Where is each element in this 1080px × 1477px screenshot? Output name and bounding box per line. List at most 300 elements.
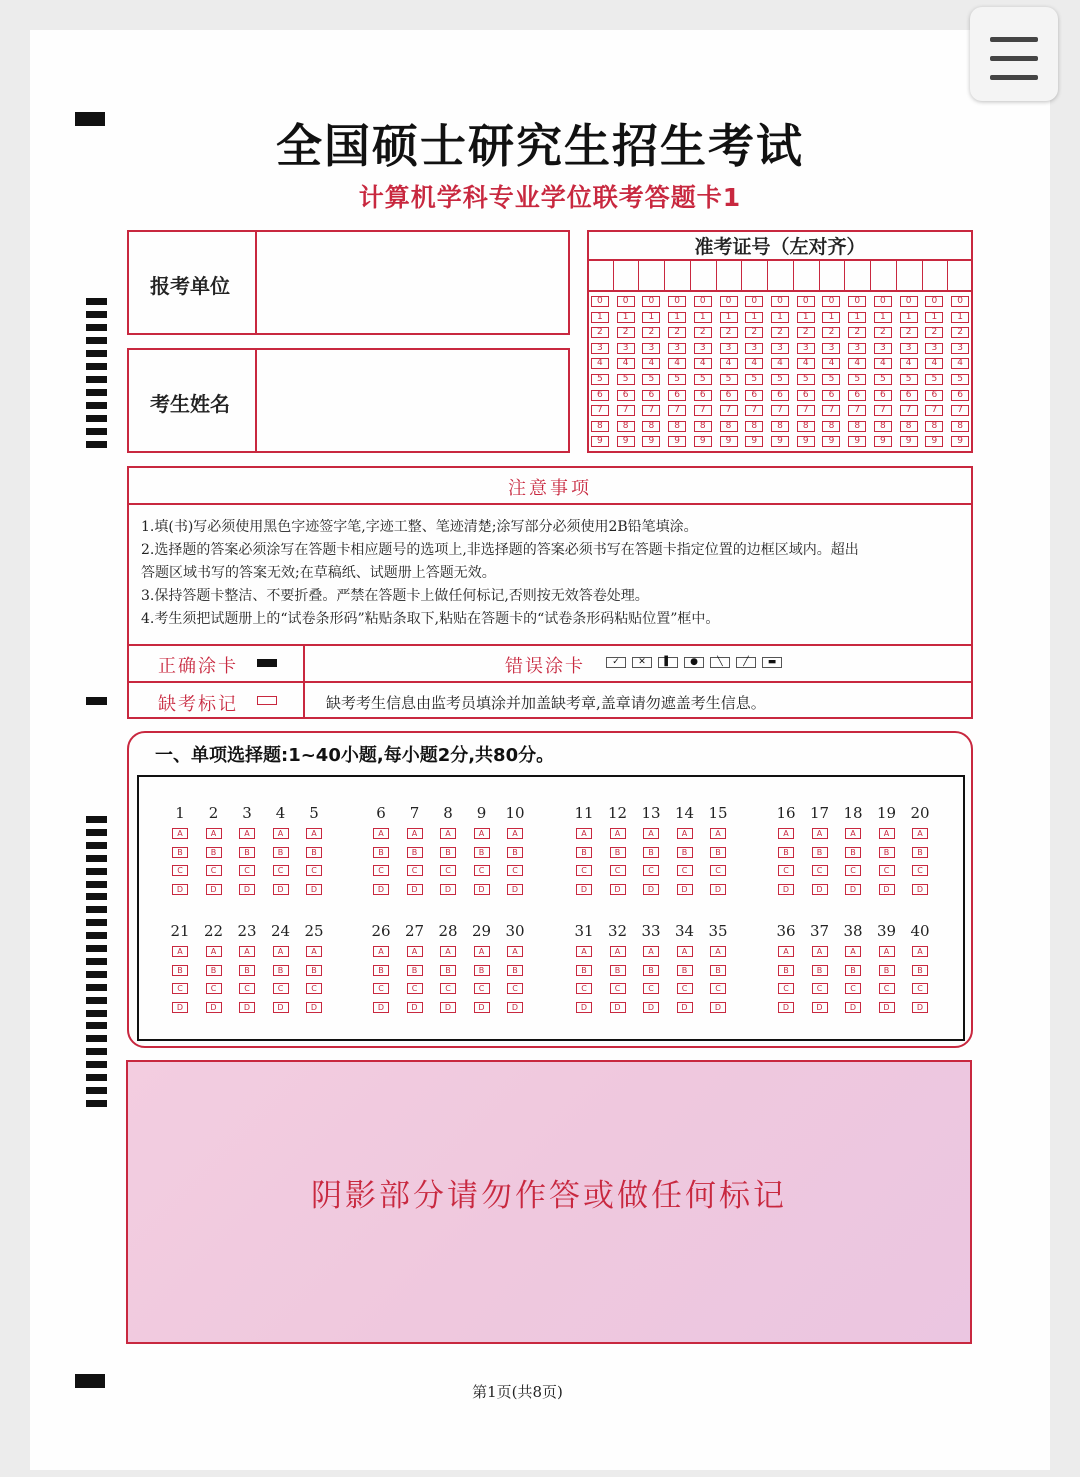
admission-digit-bubble[interactable]: 1 [822, 312, 840, 323]
admission-digit-bubble[interactable]: 3 [771, 343, 789, 354]
choice-option-bubble[interactable]: B [474, 965, 490, 976]
choice-option-bubble[interactable]: B [172, 965, 188, 976]
admission-digit-bubble[interactable]: 5 [771, 374, 789, 385]
admission-digit-bubble[interactable]: 3 [591, 343, 609, 354]
choice-option-bubble[interactable]: D [239, 884, 255, 895]
choice-option-bubble[interactable]: B [373, 847, 389, 858]
choice-option-bubble[interactable]: B [643, 847, 659, 858]
admission-digit-bubble[interactable]: 9 [668, 436, 686, 447]
choice-option-bubble[interactable]: A [812, 946, 828, 957]
choice-option-bubble[interactable]: D [576, 1002, 592, 1013]
choice-option-bubble[interactable]: C [273, 983, 289, 994]
admission-digit-bubble[interactable]: 0 [694, 296, 712, 307]
admission-digit-bubble[interactable]: 8 [617, 421, 635, 432]
choice-option-bubble[interactable]: B [273, 965, 289, 976]
admission-digit-bubble[interactable]: 7 [720, 405, 738, 416]
choice-option-bubble[interactable]: B [507, 965, 523, 976]
choice-option-bubble[interactable]: A [373, 828, 389, 839]
choice-option-bubble[interactable]: D [440, 1002, 456, 1013]
choice-option-bubble[interactable]: B [912, 847, 928, 858]
choice-option-bubble[interactable]: B [710, 965, 726, 976]
admission-digit-bubble[interactable]: 9 [951, 436, 969, 447]
admission-digit-bubble[interactable]: 9 [720, 436, 738, 447]
choice-option-bubble[interactable]: C [778, 865, 794, 876]
choice-option-bubble[interactable]: A [643, 828, 659, 839]
choice-option-bubble[interactable]: D [576, 884, 592, 895]
admission-digit-bubble[interactable]: 3 [668, 343, 686, 354]
admission-digit-bubble[interactable]: 0 [797, 296, 815, 307]
choice-option-bubble[interactable]: A [306, 946, 322, 957]
choice-option-bubble[interactable]: B [912, 965, 928, 976]
choice-option-bubble[interactable]: D [912, 1002, 928, 1013]
admission-digit-bubble[interactable]: 6 [822, 390, 840, 401]
choice-option-bubble[interactable]: A [474, 946, 490, 957]
choice-option-bubble[interactable]: D [306, 1002, 322, 1013]
admission-digit-bubble[interactable]: 9 [617, 436, 635, 447]
admission-digit-bubble[interactable]: 2 [951, 327, 969, 338]
choice-option-bubble[interactable]: C [576, 983, 592, 994]
choice-option-bubble[interactable]: D [845, 1002, 861, 1013]
choice-option-bubble[interactable]: A [677, 946, 693, 957]
choice-option-bubble[interactable]: A [273, 946, 289, 957]
admission-digit-bubble[interactable]: 4 [848, 358, 866, 369]
admission-digit-bubble[interactable]: 4 [925, 358, 943, 369]
choice-option-bubble[interactable]: A [610, 946, 626, 957]
choice-option-bubble[interactable]: C [239, 983, 255, 994]
choice-option-bubble[interactable]: A [440, 946, 456, 957]
choice-option-bubble[interactable]: C [710, 865, 726, 876]
admission-digit-bubble[interactable]: 8 [745, 421, 763, 432]
admission-digit-bubble[interactable]: 2 [617, 327, 635, 338]
admission-digit-input[interactable] [794, 261, 818, 289]
choice-option-bubble[interactable]: B [474, 847, 490, 858]
admission-digit-bubble[interactable]: 9 [925, 436, 943, 447]
admission-digit-bubble[interactable]: 4 [822, 358, 840, 369]
admission-digit-bubble[interactable]: 8 [771, 421, 789, 432]
choice-option-bubble[interactable]: A [845, 828, 861, 839]
choice-option-bubble[interactable]: D [206, 884, 222, 895]
choice-option-bubble[interactable]: D [239, 1002, 255, 1013]
admission-digit-bubble[interactable]: 7 [900, 405, 918, 416]
admission-digit-bubble[interactable]: 8 [900, 421, 918, 432]
admission-digit-bubble[interactable]: 1 [874, 312, 892, 323]
admission-digit-bubble[interactable]: 1 [797, 312, 815, 323]
choice-option-bubble[interactable]: A [440, 828, 456, 839]
choice-option-bubble[interactable]: A [507, 828, 523, 839]
admission-digit-bubble[interactable]: 8 [951, 421, 969, 432]
choice-option-bubble[interactable]: D [206, 1002, 222, 1013]
admission-digit-bubble[interactable]: 1 [848, 312, 866, 323]
admission-digit-bubble[interactable]: 3 [617, 343, 635, 354]
admission-digit-input[interactable] [639, 261, 663, 289]
admission-digit-bubble[interactable]: 5 [797, 374, 815, 385]
admission-digit-bubble[interactable]: 3 [900, 343, 918, 354]
choice-option-bubble[interactable]: B [440, 847, 456, 858]
admission-digit-bubble[interactable]: 9 [797, 436, 815, 447]
admission-digit-bubble[interactable]: 0 [771, 296, 789, 307]
choice-option-bubble[interactable]: D [306, 884, 322, 895]
choice-option-bubble[interactable]: B [576, 965, 592, 976]
choice-option-bubble[interactable]: A [576, 828, 592, 839]
choice-option-bubble[interactable]: D [710, 884, 726, 895]
admission-digit-bubble[interactable]: 7 [848, 405, 866, 416]
choice-option-bubble[interactable]: A [306, 828, 322, 839]
choice-option-bubble[interactable]: A [643, 946, 659, 957]
choice-option-bubble[interactable]: B [306, 847, 322, 858]
choice-option-bubble[interactable]: D [172, 884, 188, 895]
admission-digit-bubble[interactable]: 2 [874, 327, 892, 338]
admission-digit-bubble[interactable]: 6 [591, 390, 609, 401]
choice-option-bubble[interactable]: A [407, 828, 423, 839]
admission-digit-input[interactable] [820, 261, 844, 289]
admission-digit-bubble[interactable]: 0 [591, 296, 609, 307]
choice-option-bubble[interactable]: C [507, 983, 523, 994]
admission-digit-bubble[interactable]: 1 [694, 312, 712, 323]
choice-option-bubble[interactable]: D [778, 884, 794, 895]
choice-option-bubble[interactable]: C [474, 865, 490, 876]
admission-digit-bubble[interactable]: 3 [951, 343, 969, 354]
choice-option-bubble[interactable]: A [172, 828, 188, 839]
choice-option-bubble[interactable]: A [710, 946, 726, 957]
admission-digit-bubble[interactable]: 1 [900, 312, 918, 323]
choice-option-bubble[interactable]: A [677, 828, 693, 839]
choice-option-bubble[interactable]: C [306, 865, 322, 876]
choice-option-bubble[interactable]: B [879, 965, 895, 976]
admission-digit-bubble[interactable]: 5 [951, 374, 969, 385]
choice-option-bubble[interactable]: D [507, 1002, 523, 1013]
choice-option-bubble[interactable]: B [845, 847, 861, 858]
admission-digit-bubble[interactable]: 8 [720, 421, 738, 432]
admission-digit-bubble[interactable]: 9 [745, 436, 763, 447]
admission-digit-bubble[interactable]: 5 [848, 374, 866, 385]
admission-digit-bubble[interactable]: 2 [925, 327, 943, 338]
choice-option-bubble[interactable]: B [677, 965, 693, 976]
choice-option-bubble[interactable]: B [845, 965, 861, 976]
choice-option-bubble[interactable]: A [778, 828, 794, 839]
admission-digit-bubble[interactable]: 1 [668, 312, 686, 323]
admission-digit-bubble[interactable]: 3 [745, 343, 763, 354]
choice-option-bubble[interactable]: D [845, 884, 861, 895]
admission-digit-bubble[interactable]: 1 [720, 312, 738, 323]
choice-option-bubble[interactable]: C [407, 865, 423, 876]
admission-digit-bubble[interactable]: 5 [642, 374, 660, 385]
admission-digit-bubble[interactable]: 2 [771, 327, 789, 338]
admission-digit-input[interactable] [897, 261, 921, 289]
admission-digit-bubble[interactable]: 0 [874, 296, 892, 307]
choice-option-bubble[interactable]: C [440, 983, 456, 994]
admission-digit-bubble[interactable]: 6 [925, 390, 943, 401]
admission-digit-bubble[interactable]: 8 [591, 421, 609, 432]
choice-option-bubble[interactable]: D [474, 1002, 490, 1013]
admission-digit-bubble[interactable]: 3 [720, 343, 738, 354]
choice-option-bubble[interactable]: D [879, 884, 895, 895]
choice-option-bubble[interactable]: B [610, 965, 626, 976]
choice-option-bubble[interactable]: A [172, 946, 188, 957]
admission-digit-bubble[interactable]: 7 [617, 405, 635, 416]
admission-digit-bubble[interactable]: 5 [900, 374, 918, 385]
choice-option-bubble[interactable]: A [206, 828, 222, 839]
choice-option-bubble[interactable]: B [812, 847, 828, 858]
admission-digit-bubble[interactable]: 6 [848, 390, 866, 401]
choice-option-bubble[interactable]: D [610, 884, 626, 895]
choice-option-bubble[interactable]: A [239, 946, 255, 957]
choice-option-bubble[interactable]: C [710, 983, 726, 994]
choice-option-bubble[interactable]: D [643, 1002, 659, 1013]
admission-digit-bubble[interactable]: 3 [848, 343, 866, 354]
choice-option-bubble[interactable]: D [912, 884, 928, 895]
choice-option-bubble[interactable]: C [912, 983, 928, 994]
choice-option-bubble[interactable]: B [239, 965, 255, 976]
admission-digit-bubble[interactable]: 1 [591, 312, 609, 323]
choice-option-bubble[interactable]: C [845, 983, 861, 994]
choice-option-bubble[interactable]: D [172, 1002, 188, 1013]
choice-option-bubble[interactable]: A [845, 946, 861, 957]
admission-digit-bubble[interactable]: 3 [694, 343, 712, 354]
admission-digit-bubble[interactable]: 5 [822, 374, 840, 385]
choice-option-bubble[interactable]: B [239, 847, 255, 858]
admission-digit-bubble[interactable]: 2 [591, 327, 609, 338]
admission-digit-bubble[interactable]: 6 [771, 390, 789, 401]
choice-option-bubble[interactable]: D [677, 884, 693, 895]
admission-digit-input[interactable] [665, 261, 689, 289]
admission-digit-bubble[interactable]: 9 [591, 436, 609, 447]
admission-digit-bubble[interactable]: 7 [642, 405, 660, 416]
choice-option-bubble[interactable]: A [879, 828, 895, 839]
admission-digit-bubble[interactable]: 2 [694, 327, 712, 338]
choice-option-bubble[interactable]: D [273, 1002, 289, 1013]
name-field[interactable] [262, 354, 562, 446]
admission-digit-bubble[interactable]: 6 [900, 390, 918, 401]
choice-option-bubble[interactable]: B [610, 847, 626, 858]
admission-digit-bubble[interactable]: 4 [591, 358, 609, 369]
choice-option-bubble[interactable]: B [206, 847, 222, 858]
choice-option-bubble[interactable]: A [206, 946, 222, 957]
choice-option-bubble[interactable]: B [778, 965, 794, 976]
admission-digit-bubble[interactable]: 1 [745, 312, 763, 323]
admission-digit-bubble[interactable]: 5 [925, 374, 943, 385]
admission-digit-bubble[interactable]: 9 [694, 436, 712, 447]
choice-option-bubble[interactable]: D [373, 1002, 389, 1013]
choice-option-bubble[interactable]: B [440, 965, 456, 976]
choice-option-bubble[interactable]: D [407, 1002, 423, 1013]
choice-option-bubble[interactable]: A [474, 828, 490, 839]
admission-digit-bubble[interactable]: 2 [900, 327, 918, 338]
admission-digit-bubble[interactable]: 4 [720, 358, 738, 369]
choice-option-bubble[interactable]: C [507, 865, 523, 876]
admission-digit-bubble[interactable]: 6 [797, 390, 815, 401]
choice-option-bubble[interactable]: A [576, 946, 592, 957]
admission-digit-bubble[interactable]: 4 [668, 358, 686, 369]
choice-option-bubble[interactable]: A [507, 946, 523, 957]
choice-option-bubble[interactable]: A [239, 828, 255, 839]
choice-option-bubble[interactable]: D [778, 1002, 794, 1013]
admission-digit-input[interactable] [923, 261, 947, 289]
choice-option-bubble[interactable]: C [373, 983, 389, 994]
admission-digit-bubble[interactable]: 1 [771, 312, 789, 323]
admission-digit-bubble[interactable]: 2 [822, 327, 840, 338]
admission-digit-bubble[interactable]: 2 [720, 327, 738, 338]
admission-digit-bubble[interactable]: 8 [668, 421, 686, 432]
admission-digit-bubble[interactable]: 5 [720, 374, 738, 385]
admission-digit-bubble[interactable]: 2 [848, 327, 866, 338]
admission-digit-bubble[interactable]: 4 [642, 358, 660, 369]
admission-digit-bubble[interactable]: 0 [642, 296, 660, 307]
choice-option-bubble[interactable]: C [407, 983, 423, 994]
choice-option-bubble[interactable]: C [643, 983, 659, 994]
admission-digit-bubble[interactable]: 7 [694, 405, 712, 416]
choice-option-bubble[interactable]: B [407, 847, 423, 858]
choice-option-bubble[interactable]: B [812, 965, 828, 976]
admission-digit-bubble[interactable]: 4 [797, 358, 815, 369]
choice-option-bubble[interactable]: B [778, 847, 794, 858]
choice-option-bubble[interactable]: A [273, 828, 289, 839]
admission-digit-bubble[interactable]: 0 [900, 296, 918, 307]
unit-field[interactable] [262, 236, 562, 328]
choice-option-bubble[interactable]: C [610, 865, 626, 876]
admission-digit-bubble[interactable]: 1 [951, 312, 969, 323]
choice-option-bubble[interactable]: C [643, 865, 659, 876]
choice-option-bubble[interactable]: C [206, 983, 222, 994]
choice-option-bubble[interactable]: A [879, 946, 895, 957]
admission-digit-bubble[interactable]: 7 [822, 405, 840, 416]
choice-option-bubble[interactable]: C [812, 865, 828, 876]
admission-digit-input[interactable] [948, 261, 972, 289]
admission-digit-bubble[interactable]: 5 [591, 374, 609, 385]
admission-digit-bubble[interactable]: 2 [668, 327, 686, 338]
admission-digit-input[interactable] [717, 261, 741, 289]
admission-digit-bubble[interactable]: 5 [617, 374, 635, 385]
admission-digit-bubble[interactable]: 9 [848, 436, 866, 447]
admission-digit-bubble[interactable]: 6 [720, 390, 738, 401]
choice-option-bubble[interactable]: D [643, 884, 659, 895]
admission-digit-bubble[interactable]: 5 [668, 374, 686, 385]
admission-digit-bubble[interactable]: 2 [745, 327, 763, 338]
choice-option-bubble[interactable]: A [912, 946, 928, 957]
admission-digit-bubble[interactable]: 3 [925, 343, 943, 354]
admission-digit-bubble[interactable]: 7 [874, 405, 892, 416]
choice-option-bubble[interactable]: B [710, 847, 726, 858]
absent-mark-box[interactable] [257, 696, 277, 705]
admission-digit-bubble[interactable]: 5 [745, 374, 763, 385]
admission-digit-bubble[interactable]: 0 [951, 296, 969, 307]
choice-option-bubble[interactable]: D [610, 1002, 626, 1013]
admission-digit-bubble[interactable]: 4 [951, 358, 969, 369]
admission-digit-bubble[interactable]: 0 [617, 296, 635, 307]
choice-option-bubble[interactable]: C [879, 983, 895, 994]
choice-option-bubble[interactable]: B [507, 847, 523, 858]
choice-option-bubble[interactable]: C [610, 983, 626, 994]
admission-digit-bubble[interactable]: 7 [591, 405, 609, 416]
choice-option-bubble[interactable]: D [507, 884, 523, 895]
admission-digit-input[interactable] [871, 261, 895, 289]
admission-digit-bubble[interactable]: 4 [900, 358, 918, 369]
choice-option-bubble[interactable]: C [845, 865, 861, 876]
choice-option-bubble[interactable]: A [407, 946, 423, 957]
choice-option-bubble[interactable]: B [273, 847, 289, 858]
admission-digit-bubble[interactable]: 0 [668, 296, 686, 307]
admission-digit-bubble[interactable]: 8 [797, 421, 815, 432]
choice-option-bubble[interactable]: C [474, 983, 490, 994]
choice-option-bubble[interactable]: D [812, 1002, 828, 1013]
choice-option-bubble[interactable]: C [206, 865, 222, 876]
choice-option-bubble[interactable]: B [306, 965, 322, 976]
admission-digit-bubble[interactable]: 0 [822, 296, 840, 307]
admission-digit-bubble[interactable]: 9 [900, 436, 918, 447]
choice-option-bubble[interactable]: C [576, 865, 592, 876]
admission-digit-bubble[interactable]: 3 [797, 343, 815, 354]
admission-digit-bubble[interactable]: 4 [694, 358, 712, 369]
admission-digit-bubble[interactable]: 5 [694, 374, 712, 385]
admission-digit-bubble[interactable]: 0 [848, 296, 866, 307]
choice-option-bubble[interactable]: D [407, 884, 423, 895]
choice-option-bubble[interactable]: B [576, 847, 592, 858]
choice-option-bubble[interactable]: B [407, 965, 423, 976]
admission-digit-bubble[interactable]: 7 [745, 405, 763, 416]
choice-option-bubble[interactable]: C [912, 865, 928, 876]
admission-digit-bubble[interactable]: 7 [951, 405, 969, 416]
choice-option-bubble[interactable]: A [812, 828, 828, 839]
admission-digit-input[interactable] [614, 261, 638, 289]
choice-option-bubble[interactable]: C [172, 865, 188, 876]
admission-digit-bubble[interactable]: 8 [822, 421, 840, 432]
admission-digit-bubble[interactable]: 4 [771, 358, 789, 369]
admission-digit-bubble[interactable]: 3 [642, 343, 660, 354]
admission-digit-input[interactable] [588, 261, 612, 289]
choice-option-bubble[interactable]: C [677, 983, 693, 994]
choice-option-bubble[interactable]: B [172, 847, 188, 858]
choice-option-bubble[interactable]: C [172, 983, 188, 994]
admission-digit-bubble[interactable]: 6 [617, 390, 635, 401]
admission-digit-bubble[interactable]: 1 [925, 312, 943, 323]
admission-digit-bubble[interactable]: 2 [642, 327, 660, 338]
admission-digit-bubble[interactable]: 7 [668, 405, 686, 416]
menu-button[interactable] [970, 7, 1058, 101]
choice-option-bubble[interactable]: A [710, 828, 726, 839]
admission-digit-bubble[interactable]: 8 [642, 421, 660, 432]
admission-digit-bubble[interactable]: 0 [720, 296, 738, 307]
admission-digit-bubble[interactable]: 4 [874, 358, 892, 369]
admission-digit-bubble[interactable]: 9 [874, 436, 892, 447]
admission-digit-bubble[interactable]: 7 [797, 405, 815, 416]
admission-digit-bubble[interactable]: 5 [874, 374, 892, 385]
admission-digit-bubble[interactable]: 0 [925, 296, 943, 307]
admission-digit-bubble[interactable]: 9 [822, 436, 840, 447]
admission-digit-bubble[interactable]: 3 [874, 343, 892, 354]
choice-option-bubble[interactable]: D [879, 1002, 895, 1013]
admission-digit-bubble[interactable]: 6 [951, 390, 969, 401]
choice-option-bubble[interactable]: B [677, 847, 693, 858]
choice-option-bubble[interactable]: A [778, 946, 794, 957]
choice-option-bubble[interactable]: A [912, 828, 928, 839]
choice-option-bubble[interactable]: C [677, 865, 693, 876]
choice-option-bubble[interactable]: B [643, 965, 659, 976]
admission-digit-bubble[interactable]: 6 [642, 390, 660, 401]
admission-digit-bubble[interactable]: 7 [925, 405, 943, 416]
admission-digit-bubble[interactable]: 1 [617, 312, 635, 323]
admission-digit-bubble[interactable]: 4 [617, 358, 635, 369]
choice-option-bubble[interactable]: B [206, 965, 222, 976]
choice-option-bubble[interactable]: D [373, 884, 389, 895]
admission-digit-bubble[interactable]: 8 [694, 421, 712, 432]
admission-digit-input[interactable] [768, 261, 792, 289]
admission-digit-bubble[interactable]: 6 [668, 390, 686, 401]
choice-option-bubble[interactable]: C [778, 983, 794, 994]
choice-option-bubble[interactable]: D [710, 1002, 726, 1013]
choice-option-bubble[interactable]: D [474, 884, 490, 895]
admission-digit-bubble[interactable]: 6 [745, 390, 763, 401]
choice-option-bubble[interactable]: D [812, 884, 828, 895]
choice-option-bubble[interactable]: D [273, 884, 289, 895]
